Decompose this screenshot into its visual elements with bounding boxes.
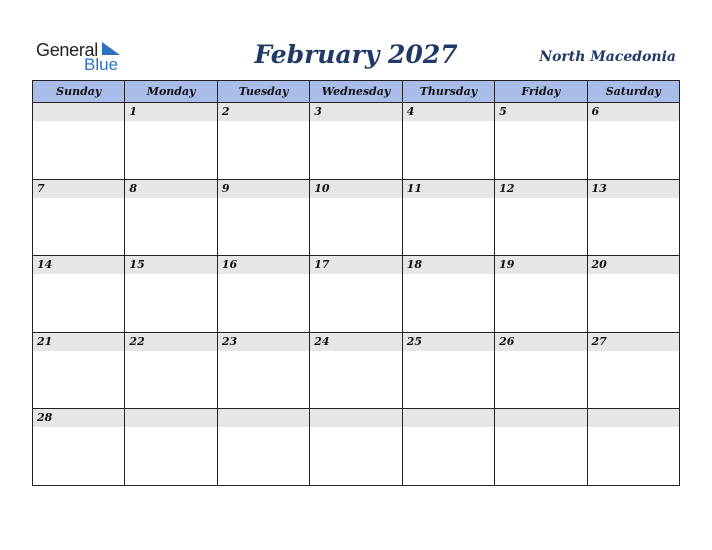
day-number: 23	[218, 333, 309, 351]
day-cell	[402, 179, 494, 256]
week-row	[33, 256, 680, 333]
weekday-header-row	[33, 81, 680, 103]
day-number: 1	[125, 103, 216, 121]
day-number: 25	[403, 333, 494, 351]
day-cell	[33, 332, 125, 409]
day-number: 15	[125, 256, 216, 274]
day-number: 8	[125, 180, 216, 198]
day-number	[403, 409, 494, 427]
day-cell	[310, 256, 402, 333]
day-cell	[33, 179, 125, 256]
logo-text-blue: Blue	[84, 55, 119, 74]
day-cell	[495, 332, 587, 409]
day-number: 27	[588, 333, 679, 351]
day-number: 13	[588, 180, 679, 198]
day-cell	[310, 103, 402, 180]
day-cell	[495, 103, 587, 180]
calendar-title: February 2027	[254, 40, 458, 69]
weekday-header: Wednesday	[310, 81, 402, 103]
day-cell	[587, 332, 679, 409]
day-number: 14	[33, 256, 124, 274]
day-number: 12	[495, 180, 586, 198]
day-cell	[495, 409, 587, 486]
calendar-grid	[32, 80, 680, 486]
day-number: 9	[218, 180, 309, 198]
day-cell	[125, 103, 217, 180]
day-cell	[33, 256, 125, 333]
day-number	[495, 409, 586, 427]
day-cell	[402, 103, 494, 180]
week-row	[33, 103, 680, 180]
day-number: 22	[125, 333, 216, 351]
day-cell	[125, 409, 217, 486]
weekday-header: Friday	[495, 81, 587, 103]
day-number	[310, 409, 401, 427]
day-number	[33, 103, 124, 121]
weekday-header: Sunday	[33, 81, 125, 103]
weekday-header: Tuesday	[217, 81, 309, 103]
day-cell	[217, 332, 309, 409]
day-cell	[587, 256, 679, 333]
day-number: 20	[588, 256, 679, 274]
day-number	[125, 409, 216, 427]
day-cell	[217, 103, 309, 180]
day-cell	[587, 409, 679, 486]
day-cell	[125, 179, 217, 256]
day-cell	[217, 179, 309, 256]
day-cell	[310, 409, 402, 486]
day-number: 3	[310, 103, 401, 121]
day-cell	[402, 256, 494, 333]
day-cell	[310, 179, 402, 256]
day-cell	[217, 256, 309, 333]
day-cell	[587, 103, 679, 180]
day-number: 2	[218, 103, 309, 121]
logo-text-general: General	[36, 40, 98, 60]
day-number: 4	[403, 103, 494, 121]
day-cell	[310, 332, 402, 409]
day-number: 16	[218, 256, 309, 274]
day-number: 24	[310, 333, 401, 351]
day-number: 17	[310, 256, 401, 274]
day-cell	[125, 332, 217, 409]
day-number	[588, 409, 679, 427]
weekday-header: Saturday	[587, 81, 679, 103]
weekday-header: Thursday	[402, 81, 494, 103]
weekday-header: Monday	[125, 81, 217, 103]
week-row	[33, 179, 680, 256]
day-number: 19	[495, 256, 586, 274]
day-number: 28	[33, 409, 124, 427]
day-cell	[125, 256, 217, 333]
day-number: 6	[588, 103, 679, 121]
day-number: 18	[403, 256, 494, 274]
day-number: 21	[33, 333, 124, 351]
country-name: North Macedonia	[539, 49, 676, 65]
day-number	[218, 409, 309, 427]
day-cell	[33, 103, 125, 180]
day-number: 10	[310, 180, 401, 198]
week-row	[33, 409, 680, 486]
day-cell	[495, 256, 587, 333]
day-cell	[495, 179, 587, 256]
day-cell	[402, 409, 494, 486]
day-number: 11	[403, 180, 494, 198]
day-cell	[33, 409, 125, 486]
day-cell	[587, 179, 679, 256]
day-cell	[217, 409, 309, 486]
day-number: 26	[495, 333, 586, 351]
day-cell	[402, 332, 494, 409]
week-row	[33, 332, 680, 409]
day-number: 7	[33, 180, 124, 198]
day-number: 5	[495, 103, 586, 121]
